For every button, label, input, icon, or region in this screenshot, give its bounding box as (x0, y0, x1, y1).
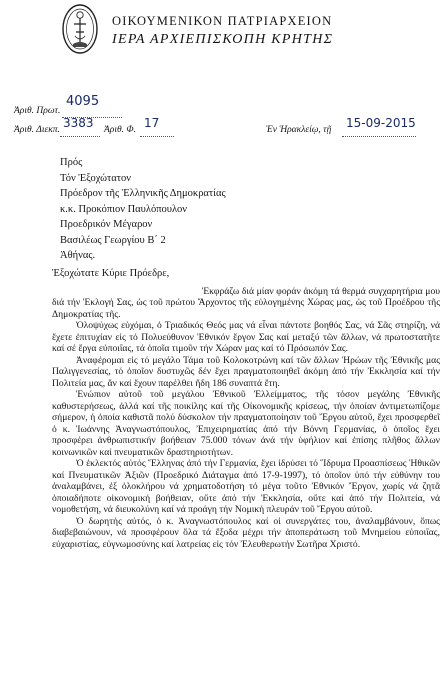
address-line: Προεδρικόν Μέγαρον (60, 219, 153, 230)
address-line: κ.κ. Προκόπιον Παυλόπουλον (60, 203, 188, 215)
file-label: Ἀριθ. Φ. (104, 125, 137, 135)
paragraph: Ὁ δωρητής αὐτός, ὁ κ. Ἀναγνωστόπουλος καί οἱ συνεργάτες του, ἀναλαμβάνουν, ὅπως διαβεβαιώνουν, νά προσφέρουν ὅλα τά ἔξοδα μέχρι τήν ἀποπεράτωση τοῦ Μνημείου εὐποιΐας, εὐχαριστίας, εὐγνωμοσύνης καί λατρείας εἰς τόν Ἐλευθερωτήν Σωτῆρα Χριστό. (52, 515, 440, 550)
protocol-number: 4095 (66, 94, 100, 109)
paragraph: Ὁλοψύχως εὐχόμαι, ὁ Τριαδικός Θεός μας νά εἶναι πάντοτε βοηθός Σας, νά Σᾶς στηρίζη, νά ἔχετε ἐπιτυχίαν εἰς τό Πολυεύθυνον Ἐθνικόν ἔργον Σας καί μεταξύ τῶν ἄλλων, νά πρωτοστατῆτε καί σέ ἔργα εὐποιΐας, τά ὁποῖα τιμοῦν τήν Χώραν μας καί τό Πρόσωπόν Σας. (52, 320, 440, 354)
file-dotted-line (140, 136, 174, 137)
address-line: Βασιλέως Γεωργίου Β΄ 2 (60, 234, 166, 246)
diekp-dotted-line (60, 136, 100, 137)
diekp-number: 3383 (63, 116, 94, 130)
address-line: Πρός (60, 157, 83, 168)
letter-body (52, 268, 440, 550)
paragraph: Ἐκφράζω διά μίαν φοράν ἀκόμη τά θερμά συγχαρητήρια μου διά τήν Ἐκλογή Σας, ὡς τοῦ πρώτου Ἄρχοντος τῆς εὐλογημένης Χώρας μας, ὡς τοῦ Προέδρου τῆς Δημοκρατίας τῆς. (52, 285, 440, 320)
address-line: Τόν Ἐξοχώτατον (60, 172, 131, 184)
file-number: 17 (144, 116, 160, 130)
paragraph: Ἀναφέρομαι εἰς τό μεγάλο Τάμα τοῦ Κολοκοτρώνη καί τῶν ἄλλων Ἡρώων τῆς Ἐθνικῆς μας Παλιγγενεσίας, τό ὁποῖον δυστυχῶς δέν ἔχει πραγματοποιηθεῖ ἀκόμη ἀπό τήν Ἐκκλησία καί τήν Πολιτεία μας, ἄν καί ἔχουν παρέλθει ἤδη 186 συναπτά ἔτη. (52, 354, 440, 389)
protocol-label: Ἀριθ. Πρωτ. (14, 106, 61, 116)
address-line: Ἀθήνας. (60, 250, 96, 261)
recipient-address (60, 155, 226, 264)
header-patriarchate: ΟΙΚΟΥΜΕΝΙΚΟΝ ΠΑΤΡΙΑΡΧΕΙΟΝ (112, 14, 333, 28)
date-dotted-line (342, 136, 416, 137)
header-archdiocese: ΙΕΡΑ ΑΡΧΙΕΠΙΣΚΟΠΗ ΚΡΗΤΗΣ (112, 32, 334, 47)
paragraph: Ὁ ἐκλεκτός αὐτός Ἕλληνας ἀπό τήν Γερμανία, ἔχει ἱδρύσει τό Ἵδρυμα Προασπίσεως Ἠθικῶν καί Πνευματικῶν Ἀξιῶν (Προεδρικό Διάταγμα ἀπό 17-9-1997), τό ὁποῖον ὑπό τήν εὐθύνην του ἀναλαμβάνει, ἐξ ὁλοκλήρου νά χρηματοδοτήση τό μέγα τοῦτο Ἐθνικόν Ἔργον, χωρίς νά ζητᾶ ὁποιαδήποτε οἰκονομική βοήθειαν, οὔτε ἀπό τήν Ἐκκλησία, οὔτε καί ἀπό τήν Πολιτεία, νά νομοθετήση, νά διευκολύνη καί νά προάγη τήν Νομική πλευράν τοῦ Ἔργου αὐτοῦ. (52, 458, 440, 515)
place-label: Ἐν Ἡρακλείῳ, τῇ (266, 125, 332, 135)
patriarchal-seal-icon (60, 2, 100, 56)
address-line: Πρόεδρον τῆς Ἑλληνικῆς Δημοκρατίας (60, 188, 226, 199)
paragraph: Ἐνώπιον αὐτοῦ τοῦ μεγάλου Ἐθνικοῦ Ἐλλείμματος, τῆς τόσον μεγάλης Ἐθνικῆς καθυστερήσεως, ἀλλά καί τῆς ποικίλης καί τῆς Οἰκονομικῆς κρίσεως, τήν ὁποίαν ἀντιμετωπίζομε σήμερον, ἡ ὁποία καθιστᾶ πολύ δύσκολον τήν πραγματοποίησιν τοῦ Ἔργου αὐτοῦ, ἔχει προσφερθεῖ ὁ κ. Ἰωάννης Ἀναγνωστόπουλος, Ἐπιχειρηματίας ἀπό τήν Βόννη Γερμανίας, ὁ ὁποῖος ἔχει προσφέρει ἀνθρωπιστικήν βοήθειαν 75.000 τόνων ἀνά τήν ὑφήλιον καί ἐπίσης πλῆθος ἄλλων κοινωνικῶν καί πνευματικῶν δραστηριοτήτων. (52, 389, 440, 458)
letter-date: 15-09-2015 (346, 116, 416, 130)
diekp-label: Ἀριθ. Διεκπ. (14, 125, 60, 135)
salutation: Ἐξοχώτατε Κύριε Πρόεδρε, (52, 268, 170, 279)
